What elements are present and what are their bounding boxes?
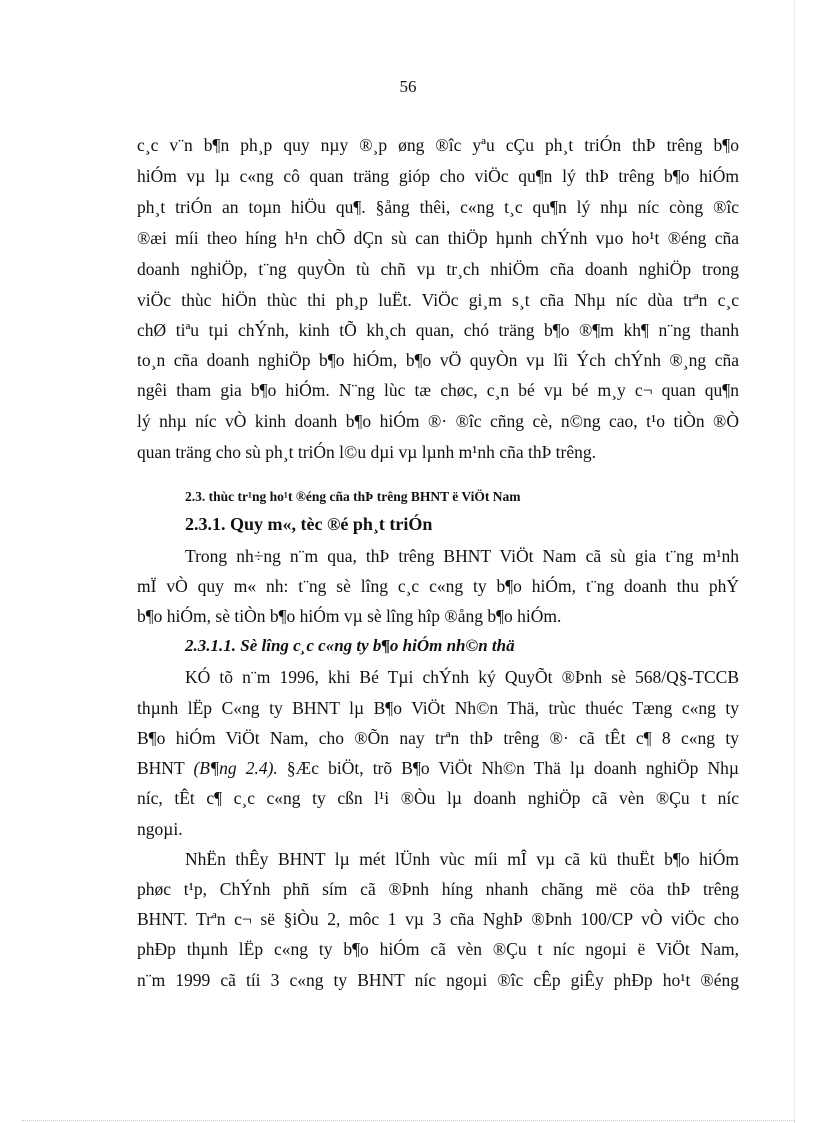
paragraph-line: b¶o hiÓm, sè tiÒn b¶o hiÓm vµ sè lîng hîp ®ång b¶o hiÓm. xyxy=(137,606,562,626)
paragraph-line: mÏ vÒ quy m« nh: t¨ng sè lîng c¸c c«ng ty b¶o hiÓm, t¨ng doanh thu phÝ xyxy=(137,576,739,596)
paragraph-line xyxy=(137,756,739,780)
paragraph-line: c¸c v¨n b¶n ph¸p quy nµy ®¸p øng ®îc yªu cÇu ph¸t triÓn thÞ trêng b¶o xyxy=(137,135,739,155)
page-side-border xyxy=(794,0,795,1123)
paragraph-line: KÓ tõ n¨m 1996, khi Bé Tµi chÝnh ký QuyÕt ®Þnh sè 568/Q§-TCCB xyxy=(185,667,739,687)
paragraph-line: lý nhµ níc vÒ kinh doanh b¶o hiÓm ®· ®îc cñng cè, n©ng cao, t¹o tiÒn ®Ò xyxy=(137,411,739,431)
paragraph-line: to¸n cña doanh nghiÖp b¶o hiÓm, b¶o vÖ quyÒn vµ lîi Ých chÝnh ®¸ng cña xyxy=(137,350,739,370)
table-reference: (B¶ng 2.4). xyxy=(193,758,278,778)
page-number: 56 xyxy=(399,77,417,96)
subsection-heading: 2.3.1. Quy m«, tèc ®é ph¸t triÓn xyxy=(185,514,433,534)
paragraph-line: thµnh lËp C«ng ty BHNT lµ B¶o ViÖt Nh©n Thä, trùc thuéc Tæng c«ng ty xyxy=(137,698,739,718)
paragraph-line: B¶o hiÓm ViÖt Nam, cho ®Õn nay trªn thÞ trêng ®· cã tÊt c¶ 8 c«ng ty xyxy=(137,728,739,748)
line-text: §Æc biÖt, trõ B¶o ViÖt Nh©n Thä lµ doanh nghiÖp Nhµ xyxy=(277,758,739,778)
paragraph-line: phÐp thµnh lËp c«ng ty b¶o hiÓm cã vèn ®Çu t níc ngoµi ë ViÖt Nam, xyxy=(137,939,739,959)
section-heading: 2.3. thùc tr¹ng ho¹t ®éng cña thÞ trêng BHNT ë ViÖt Nam xyxy=(185,489,521,504)
paragraph-line: phøc t¹p, ChÝnh phñ sím cã ®Þnh híng nhanh chãng më cöa thÞ trêng xyxy=(137,879,739,899)
paragraph-line: ®æi míi theo híng h¹n chÕ dÇn sù can thiÖp hµnh chÝnh vµo ho¹t ®éng cña xyxy=(137,228,739,248)
paragraph-line: BHNT. Trªn c¬ së §iÒu 2, môc 1 vµ 3 cña NghÞ ®Þnh 100/CP vÒ viÖc cho xyxy=(137,909,739,929)
paragraph-line: hiÓm vµ lµ c«ng cô quan träng gióp cho viÖc qu¶n lý thÞ trêng b¶o hiÓm xyxy=(137,166,739,186)
paragraph-line: Trong nh÷ng n¨m qua, thÞ trêng BHNT ViÖt Nam cã sù gia t¨ng m¹nh xyxy=(185,546,739,566)
paragraph-line: chØ tiªu tµi chÝnh, kinh tÕ kh¸ch quan, chó träng b¶o ®¶m kh¶ n¨ng thanh xyxy=(137,320,739,340)
page-bottom-border xyxy=(22,1120,794,1121)
paragraph-line: níc, tÊt c¶ c¸c c«ng ty cßn l¹i ®Òu lµ doanh nghiÖp cã vèn ®Çu t níc xyxy=(137,788,739,808)
paragraph-line: ngêi tham gia b¶o hiÓm. N¨ng lùc tæ chøc, c¸n bé vµ bé m¸y c¬ quan qu¶n xyxy=(137,380,739,400)
subsubsection-heading: 2.3.1.1. Sè lîng c¸c c«ng ty b¶o hiÓm nh©n thä xyxy=(185,636,515,655)
paragraph-line: NhËn thÊy BHNT lµ mét lÜnh vùc míi mÎ vµ cã kü thuËt b¶o hiÓm xyxy=(185,849,739,869)
paragraph-line: ph¸t triÓn an toµn hiÖu qu¶. §ång thêi, c«ng t¸c qu¶n lý nhµ níc còng ®îc xyxy=(137,197,739,217)
paragraph-line: viÖc thùc hiÖn thùc thi ph¸p luËt. ViÖc gi¸m s¸t cña Nhµ níc dùa trªn c¸c xyxy=(137,290,739,310)
paragraph-line: n¨m 1999 cã tíi 3 c«ng ty BHNT níc ngoµi ®îc cÊp giÊy phÐp ho¹t ®éng xyxy=(137,970,739,990)
paragraph-line: doanh nghiÖp, t¨ng quyÒn tù chñ vµ tr¸ch nhiÖm cña doanh nghiÖp trong xyxy=(137,259,739,279)
paragraph-line: ngoµi. xyxy=(137,819,183,839)
paragraph-line: quan träng cho sù ph¸t triÓn l©u dµi vµ lµnh m¹nh cña thÞ trêng. xyxy=(137,442,597,462)
line-text: BHNT xyxy=(137,758,194,778)
